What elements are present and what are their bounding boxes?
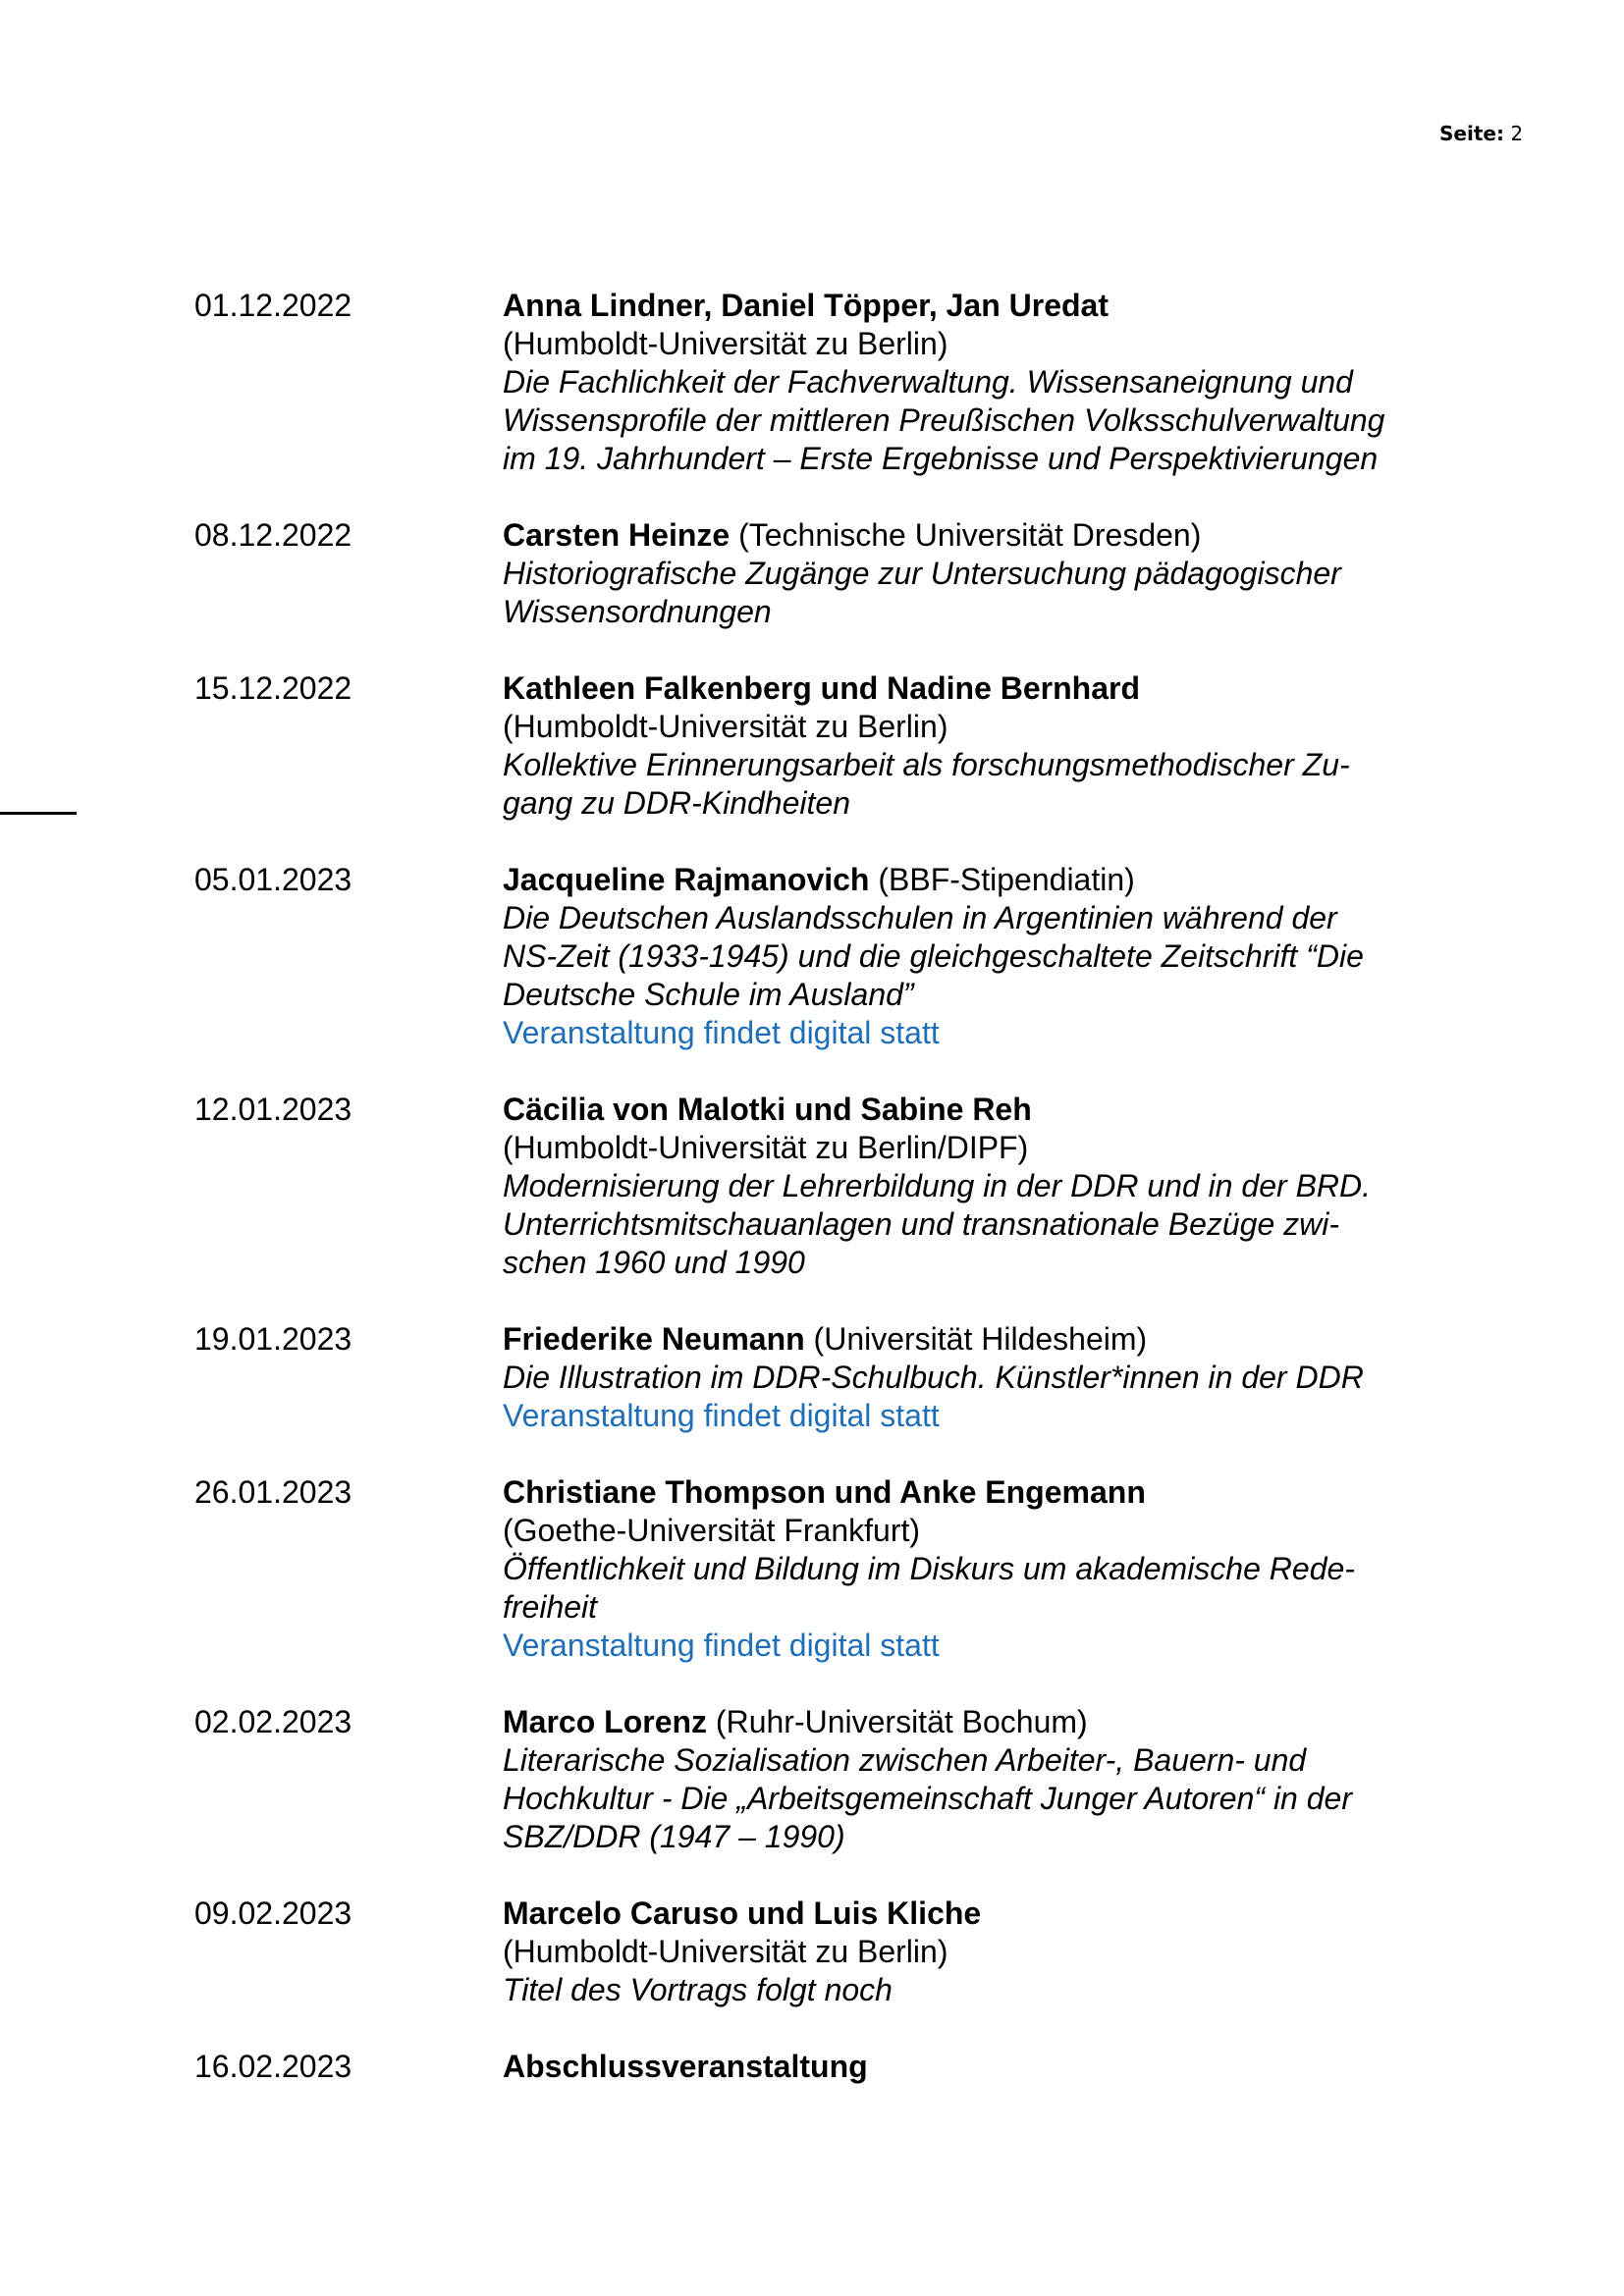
entry-speaker: Christiane Thompson und Anke Engemann xyxy=(503,1474,1146,1510)
margin-fold-mark xyxy=(0,812,77,815)
entry-content xyxy=(503,287,1435,478)
schedule-entry xyxy=(194,1473,1451,1665)
entry-title-line: Literarische Sozialisation zwischen Arbeiter-, Bauern- und xyxy=(503,1742,1307,1778)
entry-title-line: gang zu DDR-Kindheiten xyxy=(503,785,850,821)
schedule-entry xyxy=(194,516,1451,631)
schedule-entry xyxy=(194,1703,1451,1856)
entry-affiliation: (Technische Universität Dresden) xyxy=(738,517,1202,553)
entry-title-line: Die Deutschen Auslandsschulen in Argentinien während der xyxy=(503,900,1337,935)
lecture-schedule xyxy=(194,287,1451,2124)
entry-date: 12.01.2023 xyxy=(194,1092,352,1127)
entry-date: 09.02.2023 xyxy=(194,1896,352,1931)
page-number-header xyxy=(1439,122,1567,145)
entry-date: 19.01.2023 xyxy=(194,1321,352,1357)
entry-speaker: Friederike Neumann xyxy=(503,1321,805,1357)
entry-title-line: NS-Zeit (1933-1945) und die gleichgeschaltete Zeitschrift “Die xyxy=(503,938,1364,974)
entry-title-line: Titel des Vortrags folgt noch xyxy=(503,1972,893,2007)
schedule-entry xyxy=(194,287,1451,478)
entry-title-line: freiheit xyxy=(503,1589,598,1625)
entry-content xyxy=(503,1895,1435,2009)
entry-date: 26.01.2023 xyxy=(194,1474,352,1510)
schedule-entry xyxy=(194,861,1451,1052)
entry-title-line: Die Fachlichkeit der Fachverwaltung. Wissensaneignung und xyxy=(503,364,1353,400)
entry-title-line: Kollektive Erinnerungsarbeit als forschungsmethodischer Zu- xyxy=(503,747,1350,782)
schedule-entry xyxy=(194,2048,1451,2086)
entry-affiliation: (Universität Hildesheim) xyxy=(813,1321,1148,1357)
entry-speaker: Cäcilia von Malotki und Sabine Reh xyxy=(503,1092,1032,1127)
entry-affiliation: (Goethe-Universität Frankfurt) xyxy=(503,1513,921,1548)
schedule-entry xyxy=(194,1091,1451,1282)
entry-title-line: im 19. Jahrhundert – Erste Ergebnisse und Perspektivierungen xyxy=(503,441,1379,476)
page-number: 2 xyxy=(1510,122,1524,145)
entry-content xyxy=(503,1320,1435,1435)
entry-date: 01.12.2022 xyxy=(194,288,352,323)
entry-speaker: Abschlussveranstaltung xyxy=(503,2049,868,2084)
entry-date: 15.12.2022 xyxy=(194,670,352,706)
page-label: Seite: xyxy=(1439,122,1504,145)
entry-affiliation: (BBF-Stipendiatin) xyxy=(878,862,1135,897)
entry-title-line: Modernisierung der Lehrerbildung in der DDR und in der BRD. xyxy=(503,1168,1372,1203)
schedule-entry xyxy=(194,1320,1451,1435)
entry-affiliation: (Humboldt-Universität zu Berlin) xyxy=(503,709,948,744)
entry-content xyxy=(503,1091,1435,1282)
entry-title-line: Die Illustration im DDR-Schulbuch. Künstler*innen in der DDR xyxy=(503,1360,1364,1395)
entry-affiliation: (Ruhr-Universität Bochum) xyxy=(715,1704,1088,1739)
entry-title-line: Historiografische Zugänge zur Untersuchung pädagogischer xyxy=(503,556,1341,591)
entry-speaker: Carsten Heinze xyxy=(503,517,731,553)
entry-content xyxy=(503,1473,1435,1665)
schedule-entry xyxy=(194,669,1451,823)
entry-content xyxy=(503,1703,1435,1856)
entry-title-line: Wissensordnungen xyxy=(503,594,772,629)
entry-content xyxy=(503,669,1435,823)
entry-speaker: Anna Lindner, Daniel Töpper, Jan Uredat xyxy=(503,288,1109,323)
entry-content xyxy=(503,861,1435,1052)
entry-date: 02.02.2023 xyxy=(194,1704,352,1739)
entry-affiliation: (Humboldt-Universität zu Berlin) xyxy=(503,326,948,361)
entry-affiliation: (Humboldt-Universität zu Berlin) xyxy=(503,1934,948,1969)
entry-title-line: Deutsche Schule im Ausland” xyxy=(503,977,914,1012)
entry-speaker: Marco Lorenz xyxy=(503,1704,708,1739)
entry-title-line: SBZ/DDR (1947 – 1990) xyxy=(503,1819,845,1854)
entry-title-line: Unterrichtsmitschauanlagen und transnationale Bezüge zwi- xyxy=(503,1206,1340,1242)
entry-title-line: Wissensprofile der mittleren Preußischen Volksschulverwaltung xyxy=(503,402,1385,438)
entry-content xyxy=(503,516,1435,631)
entry-speaker: Kathleen Falkenberg und Nadine Bernhard xyxy=(503,670,1140,706)
entry-title-line: Öffentlichkeit und Bildung im Diskurs um akademische Rede- xyxy=(503,1551,1355,1586)
entry-content xyxy=(503,2048,1435,2086)
schedule-entry xyxy=(194,1895,1451,2009)
digital-event-note: Veranstaltung findet digital statt xyxy=(503,1628,940,1663)
digital-event-note: Veranstaltung findet digital statt xyxy=(503,1398,940,1433)
entry-speaker: Jacqueline Rajmanovich xyxy=(503,862,870,897)
entry-date: 05.01.2023 xyxy=(194,862,352,897)
entry-title-line: Hochkultur - Die „Arbeitsgemeinschaft Junger Autoren“ in der xyxy=(503,1781,1352,1816)
entry-date: 16.02.2023 xyxy=(194,2049,352,2084)
entry-speaker: Marcelo Caruso und Luis Kliche xyxy=(503,1896,982,1931)
entry-date: 08.12.2022 xyxy=(194,517,352,553)
entry-title-line: schen 1960 und 1990 xyxy=(503,1245,805,1280)
digital-event-note: Veranstaltung findet digital statt xyxy=(503,1015,940,1050)
entry-affiliation: (Humboldt-Universität zu Berlin/DIPF) xyxy=(503,1130,1029,1165)
